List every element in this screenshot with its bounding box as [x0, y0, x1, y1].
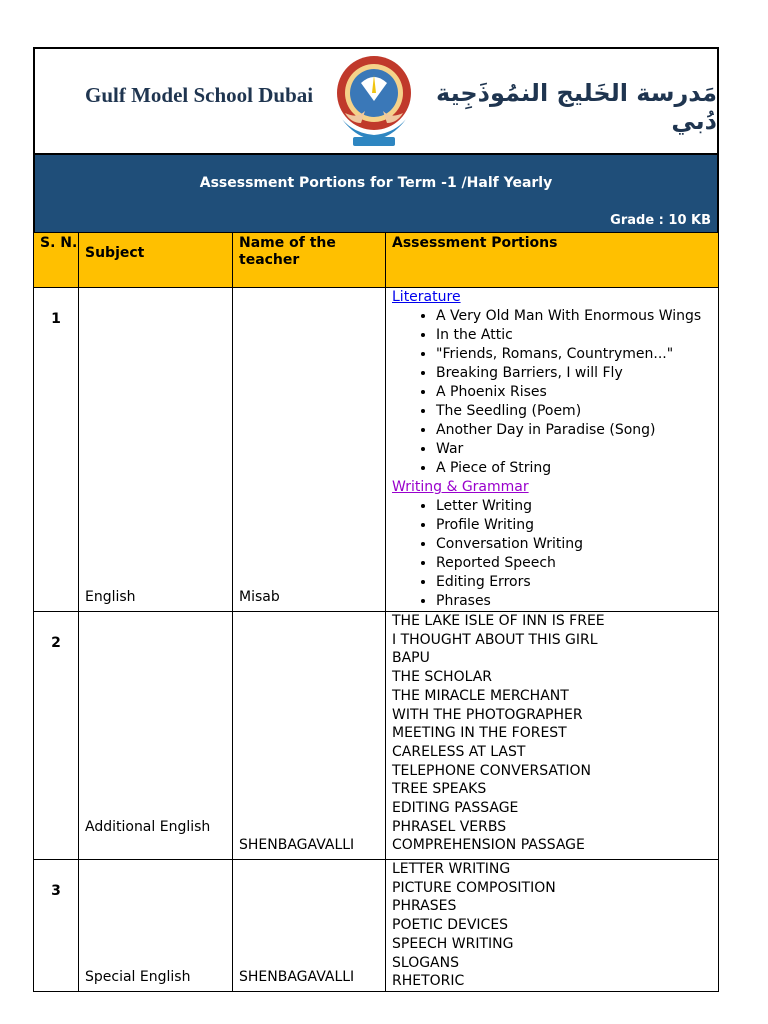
section-link-writing-grammar[interactable]: Writing & Grammar: [392, 479, 529, 495]
portion-line: TELEPHONE CONVERSATION: [392, 762, 592, 779]
portion-line: CARELESS AT LAST: [392, 743, 526, 760]
list-item: • Letter Writing: [436, 497, 714, 516]
list-item: • Conversation Writing: [436, 535, 714, 554]
writing-grammar-list: [392, 497, 714, 611]
page-title: Assessment Portions for Term -1 /Half Yearly: [199, 175, 553, 191]
table-row: [34, 612, 719, 860]
portion-line: THE SCHOLAR: [392, 669, 493, 686]
portion-line: I THOUGHT ABOUT THIS GIRL: [392, 631, 598, 648]
list-item: • In the Attic: [436, 326, 714, 345]
portion-line: WITH THE PHOTOGRAPHER: [392, 706, 583, 723]
column-header-subject: Subject: [79, 233, 233, 288]
school-name-arabic: مَدرسة الخَليج النمُوذَجِية دُبي: [436, 79, 717, 135]
subject-cell: Special English: [79, 860, 233, 992]
list-item: • Breaking Barriers, I will Fly: [436, 364, 714, 383]
list-item: • Profile Writing: [436, 516, 714, 535]
table-header-row: [34, 233, 719, 288]
list-item: • A Very Old Man With Enormous Wings: [436, 307, 714, 326]
portions-cell: [386, 860, 719, 992]
list-item: • Reported Speech: [436, 554, 714, 573]
list-item: • A Piece of String: [436, 459, 714, 478]
portions-table: [33, 232, 719, 992]
portion-line: COMPREHENSION PASSAGE: [392, 837, 585, 854]
teacher-cell: SHENBAGAVALLI: [233, 612, 386, 860]
subject-cell: English: [79, 288, 233, 612]
school-header: [33, 47, 719, 155]
portion-line: THE MIRACLE MERCHANT: [392, 687, 569, 704]
school-crest-icon: [331, 53, 417, 149]
portions-cell: [386, 612, 719, 860]
grade-label: Grade : 10 KB: [610, 213, 711, 228]
portion-line: MEETING IN THE FOREST: [392, 725, 567, 742]
list-item: • Another Day in Paradise (Song): [436, 421, 714, 440]
teacher-cell: SHENBAGAVALLI: [233, 860, 386, 992]
section-link-literature[interactable]: Literature: [392, 289, 461, 305]
serial-number: 3: [34, 860, 79, 992]
table-row: [34, 288, 719, 612]
column-header-teacher: Name of the teacher: [233, 233, 386, 288]
column-header-sn: S. N.: [34, 233, 79, 288]
list-item: • A Phoenix Rises: [436, 383, 714, 402]
title-band: [33, 155, 719, 232]
portion-line: EDITING PASSAGE: [392, 800, 519, 817]
serial-number: 1: [34, 288, 79, 612]
portion-line: LETTER WRITING: [392, 861, 511, 877]
portion-line: PHRASEL VERBS: [392, 818, 507, 835]
portion-line: TREE SPEAKS: [392, 781, 487, 798]
list-item: • Editing Errors: [436, 573, 714, 592]
portion-line: RHETORIC: [392, 973, 465, 990]
school-name-english: Gulf Model School Dubai: [85, 83, 314, 107]
serial-number: 2: [34, 612, 79, 860]
teacher-cell: Misab: [233, 288, 386, 612]
portion-line: SPEECH WRITING: [392, 935, 514, 952]
list-item: • War: [436, 440, 714, 459]
subject-cell: Additional English: [79, 612, 233, 860]
portion-line: BAPU: [392, 650, 430, 667]
portions-cell: [386, 288, 719, 612]
table-row: [34, 860, 719, 992]
list-item: • "Friends, Romans, Countrymen...": [436, 345, 714, 364]
literature-list: [392, 307, 714, 478]
portion-line: THE LAKE ISLE OF INN IS FREE: [392, 613, 605, 629]
portion-line: PICTURE COMPOSITION: [392, 879, 556, 896]
list-item: • The Seedling (Poem): [436, 402, 714, 421]
portion-line: POETIC DEVICES: [392, 917, 509, 934]
portion-line: PHRASES: [392, 898, 457, 915]
document-sheet: [33, 47, 719, 992]
portion-line: SLOGANS: [392, 954, 459, 971]
column-header-portions: Assessment Portions: [386, 233, 719, 288]
list-item: • Phrases: [436, 592, 714, 611]
